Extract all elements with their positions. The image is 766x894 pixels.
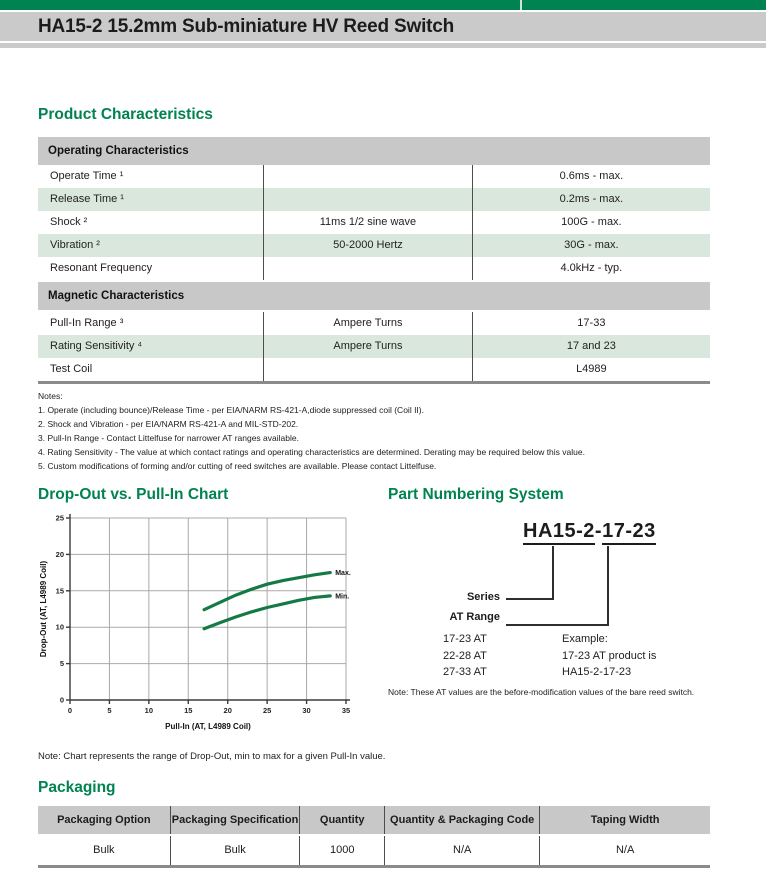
svg-text:0: 0	[67, 706, 73, 715]
table-cell: 50-2000 Hertz	[263, 234, 473, 257]
at-range-option: 27-33 AT	[443, 666, 487, 678]
table-cell	[263, 257, 473, 280]
at-range-option: 22-28 AT	[443, 649, 487, 662]
title-bar	[0, 12, 766, 41]
table-cell: Operate Time ¹	[50, 170, 124, 182]
svg-text:15: 15	[184, 706, 193, 715]
product-characteristics-heading: Product Characteristics	[38, 106, 213, 123]
packaging-column-header: Packaging Option	[57, 814, 151, 826]
table-cell: 30G - max.	[564, 239, 619, 251]
table-cell: Test Coil	[50, 363, 93, 375]
svg-text:20: 20	[55, 549, 64, 559]
table-cell: Pull-In Range ³	[50, 317, 124, 329]
packaging-cell: 1000	[299, 836, 384, 865]
note-line: 4. Rating Sensitivity - The value at which contact ratings and operating characteristics are determined. Derating may be required below this value.	[38, 447, 585, 457]
header-bar-divider	[520, 0, 522, 10]
title-bar-underline-strip	[0, 43, 766, 48]
svg-text:5: 5	[107, 706, 112, 715]
table-cell: Vibration ²	[50, 239, 100, 251]
part-number	[523, 520, 656, 543]
atrange-connector-vline	[607, 546, 609, 626]
page-title: HA15-2 15.2mm Sub-miniature HV Reed Switch	[38, 16, 455, 37]
packaging-column-header: Quantity	[299, 806, 384, 834]
svg-text:0: 0	[59, 695, 64, 705]
svg-text:15: 15	[55, 586, 64, 596]
notes-block	[38, 389, 718, 473]
table-cell: 100G - max.	[561, 216, 622, 228]
packaging-cell: Bulk	[170, 836, 300, 865]
packaging-column-header: Quantity & Packaging Code	[384, 806, 539, 834]
table-cell: Shock ²	[50, 216, 88, 228]
table-cell: 4.0kHz - typ.	[560, 262, 623, 274]
series-label: Series	[466, 591, 500, 603]
svg-text:25: 25	[55, 513, 64, 523]
table-cell: 11ms 1/2 sine wave	[263, 211, 473, 234]
at-range-options-list	[443, 631, 487, 681]
table-row	[38, 358, 710, 381]
svg-text:30: 30	[302, 706, 311, 715]
table-row	[38, 312, 710, 335]
table-cell: 0.2ms - max.	[559, 193, 624, 205]
table-row	[38, 211, 710, 234]
table-cell: 17 and 23	[566, 340, 616, 352]
packaging-column-header: Taping Width	[539, 806, 710, 834]
part-number-example	[562, 631, 656, 681]
packaging-cell: Bulk	[93, 844, 115, 856]
table-cell	[263, 165, 473, 188]
packaging-header-row	[38, 806, 710, 834]
note-line: 1. Operate (including bounce)/Release Time - per EIA/NARM RS-421-A,diode suppressed coil (Coil II).	[38, 405, 424, 415]
svg-text:35: 35	[341, 706, 351, 715]
svg-text:Max.: Max.	[335, 570, 351, 578]
svg-text:20: 20	[223, 706, 232, 715]
table-cell: Ampere Turns	[263, 335, 473, 358]
packaging-heading: Packaging	[38, 779, 116, 796]
table-row	[38, 257, 710, 280]
table-cell: Rating Sensitivity ⁴	[50, 340, 143, 352]
packaging-table	[38, 806, 710, 868]
dropout-pullin-chart	[34, 508, 364, 764]
series-connector-vline	[552, 546, 554, 600]
header-green-bar	[0, 0, 766, 10]
table-cell: Resonant Frequency	[50, 262, 153, 274]
part-number-series-segment: HA15-2	[523, 520, 595, 545]
note-line: 5. Custom modifications of forming and/or cutting of reed switches are available. Please contact Littelfuse.	[38, 461, 437, 471]
table-section-header: Operating Characteristics	[38, 137, 710, 165]
part-numbering-note: Note: These AT values are the before-modification values of the bare reed switch.	[388, 687, 695, 697]
part-number-separator: -	[594, 520, 603, 542]
svg-text:25: 25	[262, 706, 272, 715]
table-row	[38, 165, 710, 188]
part-numbering-heading: Part Numbering System	[388, 486, 564, 503]
svg-text:5: 5	[59, 659, 64, 669]
table-cell: Release Time ¹	[50, 193, 124, 205]
atrange-connector-hline	[506, 624, 609, 626]
product-characteristics-table	[38, 137, 710, 384]
table-cell	[263, 188, 473, 211]
table-cell: 0.6ms - max.	[559, 170, 624, 182]
packaging-cell: N/A	[539, 836, 710, 865]
svg-text:Pull-In (AT, L4989 Coil): Pull-In (AT, L4989 Coil)	[165, 722, 251, 731]
chart-heading: Drop-Out vs. Pull-In Chart	[38, 486, 229, 503]
notes-label: Notes:	[38, 391, 63, 401]
example-line: HA15-2-17-23	[562, 666, 632, 678]
at-range-option: 17-23 AT	[443, 633, 487, 645]
packaging-column-header: Packaging Specification	[170, 806, 300, 834]
svg-text:10: 10	[144, 706, 154, 715]
table-cell	[263, 358, 473, 381]
table-row	[38, 188, 710, 211]
note-line: 2. Shock and Vibration - per EIA/NARM RS-421-A and MIL-STD-202.	[38, 419, 299, 429]
table-row	[38, 234, 710, 257]
table-cell: Ampere Turns	[263, 312, 473, 335]
chart-note: Note: Chart represents the range of Drop-Out, min to max for a given Pull-In value.	[38, 751, 386, 762]
at-range-label: AT Range	[449, 611, 500, 623]
table-cell: 17-33	[577, 317, 606, 329]
packaging-cell: N/A	[384, 836, 539, 865]
part-number-atrange-segment: 17-23	[602, 520, 656, 545]
table-section-header: Magnetic Characteristics	[38, 282, 710, 310]
example-label: Example:	[562, 633, 608, 645]
svg-text:Min.: Min.	[335, 593, 350, 601]
svg-text:10: 10	[55, 622, 64, 632]
svg-text:Drop-Out (AT, L4989 Coil): Drop-Out (AT, L4989 Coil)	[39, 560, 48, 658]
table-row	[38, 335, 710, 358]
example-line: 17-23 AT product is	[562, 649, 657, 662]
table-cell: L4989	[576, 363, 607, 375]
packaging-data-row	[38, 836, 710, 865]
note-line: 3. Pull-In Range - Contact Littelfuse for narrower AT ranges available.	[38, 433, 299, 443]
series-connector-hline	[506, 598, 554, 600]
